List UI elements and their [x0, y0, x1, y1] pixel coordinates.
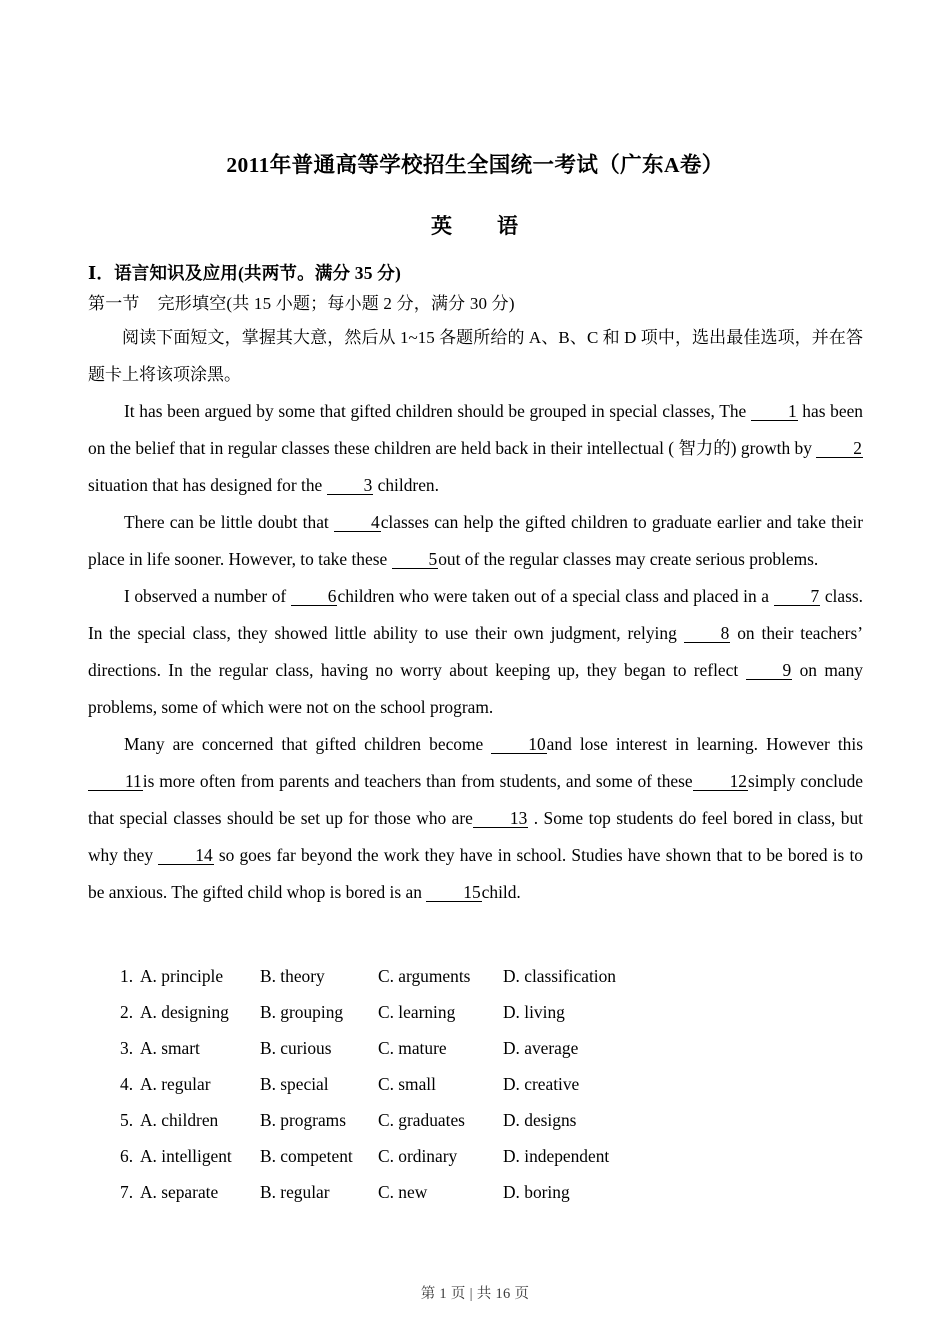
option-row-3: [120, 1030, 880, 1066]
option-choice-a[interactable]: A. regular: [140, 1074, 211, 1094]
passage-text: so goes far beyond the work they have in school. Studies have shown that to be bored is to be anxious. The gifted child whop is bored is an: [88, 845, 864, 902]
option-choice-d[interactable]: D. creative: [503, 1074, 580, 1094]
blank-8: 8: [684, 624, 731, 643]
option-choice-d[interactable]: D. designs: [503, 1110, 577, 1130]
passage-paragraph-3: [88, 578, 863, 726]
blank-5: 5: [392, 550, 439, 569]
passage-text: is more often from parents and teachers than from students, and some of these: [142, 771, 693, 791]
blank-4: 4: [334, 513, 381, 532]
content-body: [88, 258, 863, 911]
option-choice-c[interactable]: C. mature: [378, 1038, 447, 1058]
option-choice-c[interactable]: C. arguments: [378, 966, 471, 986]
option-choice-d[interactable]: D. average: [503, 1038, 579, 1058]
subject-title: 英 语: [431, 214, 519, 238]
option-choice-a[interactable]: A. designing: [140, 1002, 229, 1022]
option-choice-b[interactable]: B. special: [260, 1074, 329, 1094]
option-choice-d[interactable]: D. classification: [503, 966, 617, 986]
option-choice-c[interactable]: C. new: [378, 1182, 428, 1202]
option-choice-b[interactable]: B. regular: [260, 1182, 330, 1202]
option-choice-d[interactable]: D. boring: [503, 1182, 570, 1202]
option-choice-a[interactable]: A. principle: [140, 966, 224, 986]
passage-text: It has been argued by some that gifted children should be grouped in special classes, The: [124, 401, 751, 421]
option-choice-b[interactable]: B. curious: [260, 1038, 332, 1058]
option-choice-d[interactable]: D. independent: [503, 1146, 610, 1166]
part-name: 完形填空(共 15 小题；每小题 2 分，满分 30 分): [157, 294, 515, 313]
passage-text: child.: [481, 882, 521, 902]
passage-text: I observed a number of: [124, 586, 291, 606]
part-label: 第一节: [88, 294, 140, 313]
blank-12: 12: [693, 772, 748, 791]
blank-7: 7: [774, 587, 821, 606]
option-choice-b[interactable]: B. programs: [260, 1110, 346, 1130]
option-choice-a[interactable]: A. smart: [140, 1038, 200, 1058]
blank-3: 3: [327, 476, 374, 495]
section-heading: Ⅰ．语言知识及应用(共两节。满分 35 分): [88, 263, 401, 283]
instruction-paragraph: 阅读下面短文，掌握其大意，然后从 1~15 各题所给的 A、B、C 和 D 项中，选出最佳选项，并在答题卡上将该项涂黑。: [88, 328, 863, 384]
option-row-6: [120, 1138, 880, 1174]
passage-text: out of the regular classes may create serious problems.: [438, 549, 819, 569]
passage-text: classes can help the gifted children to graduate earlier and take their place in life sooner. However, to take these: [88, 512, 863, 569]
page-title: 2011年普通高等学校招生全国统一考试（广东A卷）: [226, 153, 724, 177]
blank-6: 6: [291, 587, 338, 606]
option-number: 5.: [120, 1110, 134, 1130]
blank-9: 9: [746, 661, 793, 680]
passage-text: . Some top students do feel bored in class, but why they: [88, 808, 863, 865]
passage-text: has been on the belief that in regular classes these children are held back in their intellectual ( 智力的) growth by: [88, 401, 863, 458]
option-number: 7.: [120, 1182, 134, 1202]
option-number: 4.: [120, 1074, 134, 1094]
passage-text: on their teachers’ directions. In the regular class, having no worry about keeping up, they began to reflect: [88, 623, 863, 680]
blank-1: 1: [751, 402, 798, 421]
passage-text: There can be little doubt that: [124, 512, 334, 532]
option-choice-b[interactable]: B. grouping: [260, 1002, 344, 1022]
answer-options-list: [120, 958, 880, 1210]
blank-11: 11: [88, 772, 143, 791]
blank-2: 2: [816, 439, 863, 458]
option-choice-d[interactable]: D. living: [503, 1002, 565, 1022]
passage-text: situation that has designed for the: [88, 475, 327, 495]
passage-paragraph-4: [88, 726, 863, 911]
passage-paragraph-1: [88, 393, 863, 504]
option-choice-b[interactable]: B. competent: [260, 1146, 353, 1166]
option-number: 2.: [120, 1002, 134, 1022]
option-number: 3.: [120, 1038, 134, 1058]
option-number: 6.: [120, 1146, 134, 1166]
option-number: 1.: [120, 966, 134, 986]
option-choice-b[interactable]: B. theory: [260, 966, 325, 986]
option-choice-a[interactable]: A. separate: [140, 1182, 219, 1202]
blank-15: 15: [426, 883, 481, 902]
option-choice-c[interactable]: C. learning: [378, 1002, 456, 1022]
option-choice-a[interactable]: A. intelligent: [140, 1146, 232, 1166]
passage-text: and lose interest in learning. However this: [546, 734, 863, 754]
blank-14: 14: [158, 846, 213, 865]
option-choice-c[interactable]: C. small: [378, 1074, 436, 1094]
passage-text: Many are concerned that gifted children become: [124, 734, 492, 754]
option-row-2: [120, 994, 880, 1030]
passage-text: on many problems, some of which were not on the school program.: [88, 660, 863, 717]
passage-paragraph-2: [88, 504, 863, 578]
option-row-4: [120, 1066, 880, 1102]
blank-10: 10: [491, 735, 546, 754]
option-choice-c[interactable]: C. ordinary: [378, 1146, 458, 1166]
passage-text: children who were taken out of a special class and placed in a: [337, 586, 774, 606]
option-row-5: [120, 1102, 880, 1138]
part-line: [88, 288, 863, 319]
option-row-7: [120, 1174, 880, 1210]
blank-13: 13: [473, 809, 528, 828]
passage-text: class. In the special class, they showed little ability to use their own judgment, relying: [88, 586, 863, 643]
passage-text: simply conclude that special classes should be set up for those who are: [88, 771, 864, 828]
passage-text: children.: [373, 475, 439, 495]
option-row-1: [120, 958, 880, 994]
page-footer: 第 1 页 | 共 16 页: [420, 1286, 530, 1302]
option-choice-c[interactable]: C. graduates: [378, 1110, 465, 1130]
option-choice-a[interactable]: A. children: [140, 1110, 219, 1130]
